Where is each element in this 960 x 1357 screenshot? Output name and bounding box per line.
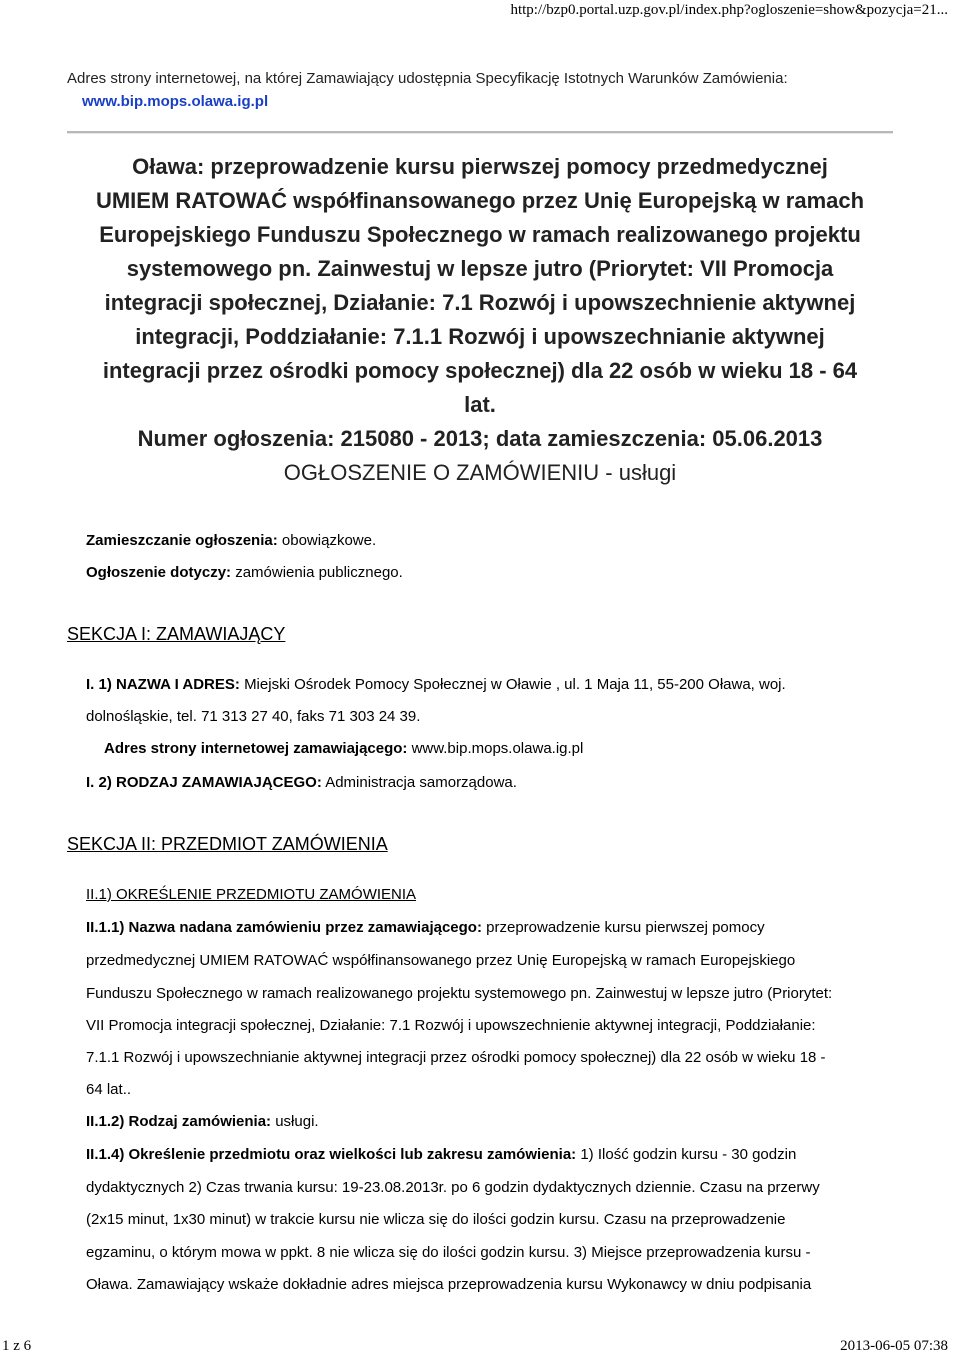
order-desc-line: Oława. Zamawiający wskaże dokładnie adres miejsca przeprowadzenia kursu Wykonawcy w dniu podpisania [86,1276,812,1293]
order-name-line: 64 lat.. [86,1081,132,1098]
authority-value: Miejski Ośrodek Pomocy Społecznej w Oławie , ul. 1 Maja 11, 55-200 Oława, woj. [244,676,786,693]
authority-web-link[interactable]: www.bip.mops.olawa.ig.pl [411,740,584,757]
authority-type-value: Administracja samorządowa. [325,774,517,791]
order-desc-line: (2x15 minut, 1x30 minut) w trakcie kursu nie wlicza się do ilości godzin kursu. Czasu na przeprowadzenie [86,1211,786,1228]
title-line: UMIEM RATOWAĆ współfinansowanego przez Unię Europejską w ramach [95,188,865,213]
order-desc-row [86,1146,796,1163]
order-kind-value: usługi. [275,1113,319,1130]
order-desc-label: II.1.4) Określenie przedmiotu oraz wielkości lub zakresu zamówienia: [86,1146,577,1163]
order-name-row [86,919,765,936]
siwz-address-link[interactable]: www.bip.mops.olawa.ig.pl [82,93,269,110]
order-name-line: 7.1.1 Rozwój i upowszechnianie aktywnej integracji przez ośrodki pomocy społecznej) dla 22 osób w wieku 18 - [86,1049,826,1066]
order-name-value: przeprowadzenie kursu pierwszej pomocy [486,919,765,936]
concerns-row [86,564,403,581]
order-name-line: przedmedycznej UMIEM RATOWAĆ współfinansowanego przez Unię Europejską w ramach Europejskiego [86,952,796,969]
order-name-label: II.1.1) Nazwa nadana zamówieniu przez zamawiającego: [86,919,482,936]
authority-type-label: I. 2) RODZAJ ZAMAWIAJĄCEGO: [86,774,322,791]
print-datetime: 2013-06-05 07:38 [840,1338,948,1354]
order-kind-row [86,1113,319,1130]
page-counter: 1 z 6 [2,1338,32,1354]
notice-number: Numer ogłoszenia: 215080 - 2013; data zamieszczenia: 05.06.2013 [137,426,823,451]
authority-web-row [104,740,583,757]
order-kind-label: II.1.2) Rodzaj zamówienia: [86,1113,272,1130]
title-line: Europejskiego Funduszu Społecznego w ramach realizowanego projektu [99,222,861,247]
notice-type: OGŁOSZENIE O ZAMÓWIENIU - usługi [283,460,677,485]
order-name-line: Funduszu Społecznego w ramach realizowanego projektu systemowego pn. Zainwestuj w lepsze jutro (Priorytet: [86,985,833,1002]
authority-value-continued: dolnośląskie, tel. 71 313 27 40, faks 71 303 24 39. [86,708,421,725]
notice-title [60,150,900,490]
title-line: lat. [464,392,496,417]
siwz-address-intro: Adres strony internetowej, na której Zamawiający udostępnia Specyfikację Istotnych Warunków Zamówienia: [67,70,788,87]
contracting-authority-row [86,676,786,693]
title-line: integracji przez ośrodki pomocy społecznej) dla 22 osób w wieku 18 - 64 [102,358,858,383]
order-desc-line: egzaminu, o którym mowa w ppkt. 8 nie wlicza się do ilości godzin kursu. 3) Miejsce przeprowadzenia kursu - [86,1244,811,1261]
title-line: systemowego pn. Zainwestuj w lepsze jutro (Priorytet: VII Promocja [126,256,834,281]
header-divider [67,131,893,134]
order-desc-line: dydaktycznych 2) Czas trwania kursu: 19-23.08.2013r. po 6 godzin dydaktycznych dziennie. Czasu na przerwy [86,1179,820,1196]
authority-type-row [86,774,517,791]
subject-subheading: II.1) OKREŚLENIE PRZEDMIOTU ZAMÓWIENIA [86,886,417,903]
print-header-url: http://bzp0.portal.uzp.gov.pl/index.php?ogloszenie=show&pozycja=21... [510,2,948,18]
section-i-heading: SEKCJA I: ZAMAWIAJĄCY [67,624,286,644]
authority-label: I. 1) NAZWA I ADRES: [86,676,240,693]
authority-web-label: Adres strony internetowej zamawiającego: [104,740,408,757]
order-name-line: VII Promocja integracji społecznej, Działanie: 7.1 Rozwój i upowszechnienie aktywnej integracji, Poddziałanie: [86,1017,816,1034]
placement-value: obowiązkowe. [281,532,377,549]
placement-row [86,532,376,549]
title-line: Oława: przeprowadzenie kursu pierwszej pomocy przedmedycznej [132,154,828,179]
title-line: integracji społecznej, Działanie: 7.1 Rozwój i upowszechnienie aktywnej [104,290,856,315]
concerns-label: Ogłoszenie dotyczy: [86,564,232,581]
concerns-value: zamówienia publicznego. [235,564,403,581]
order-desc-value: 1) Ilość godzin kursu - 30 godzin [580,1146,797,1163]
section-ii-heading: SEKCJA II: PRZEDMIOT ZAMÓWIENIA [67,834,388,854]
placement-label: Zamieszczanie ogłoszenia: [86,532,278,549]
title-line: integracji, Poddziałanie: 7.1.1 Rozwój i upowszechnianie aktywnej [135,324,825,349]
